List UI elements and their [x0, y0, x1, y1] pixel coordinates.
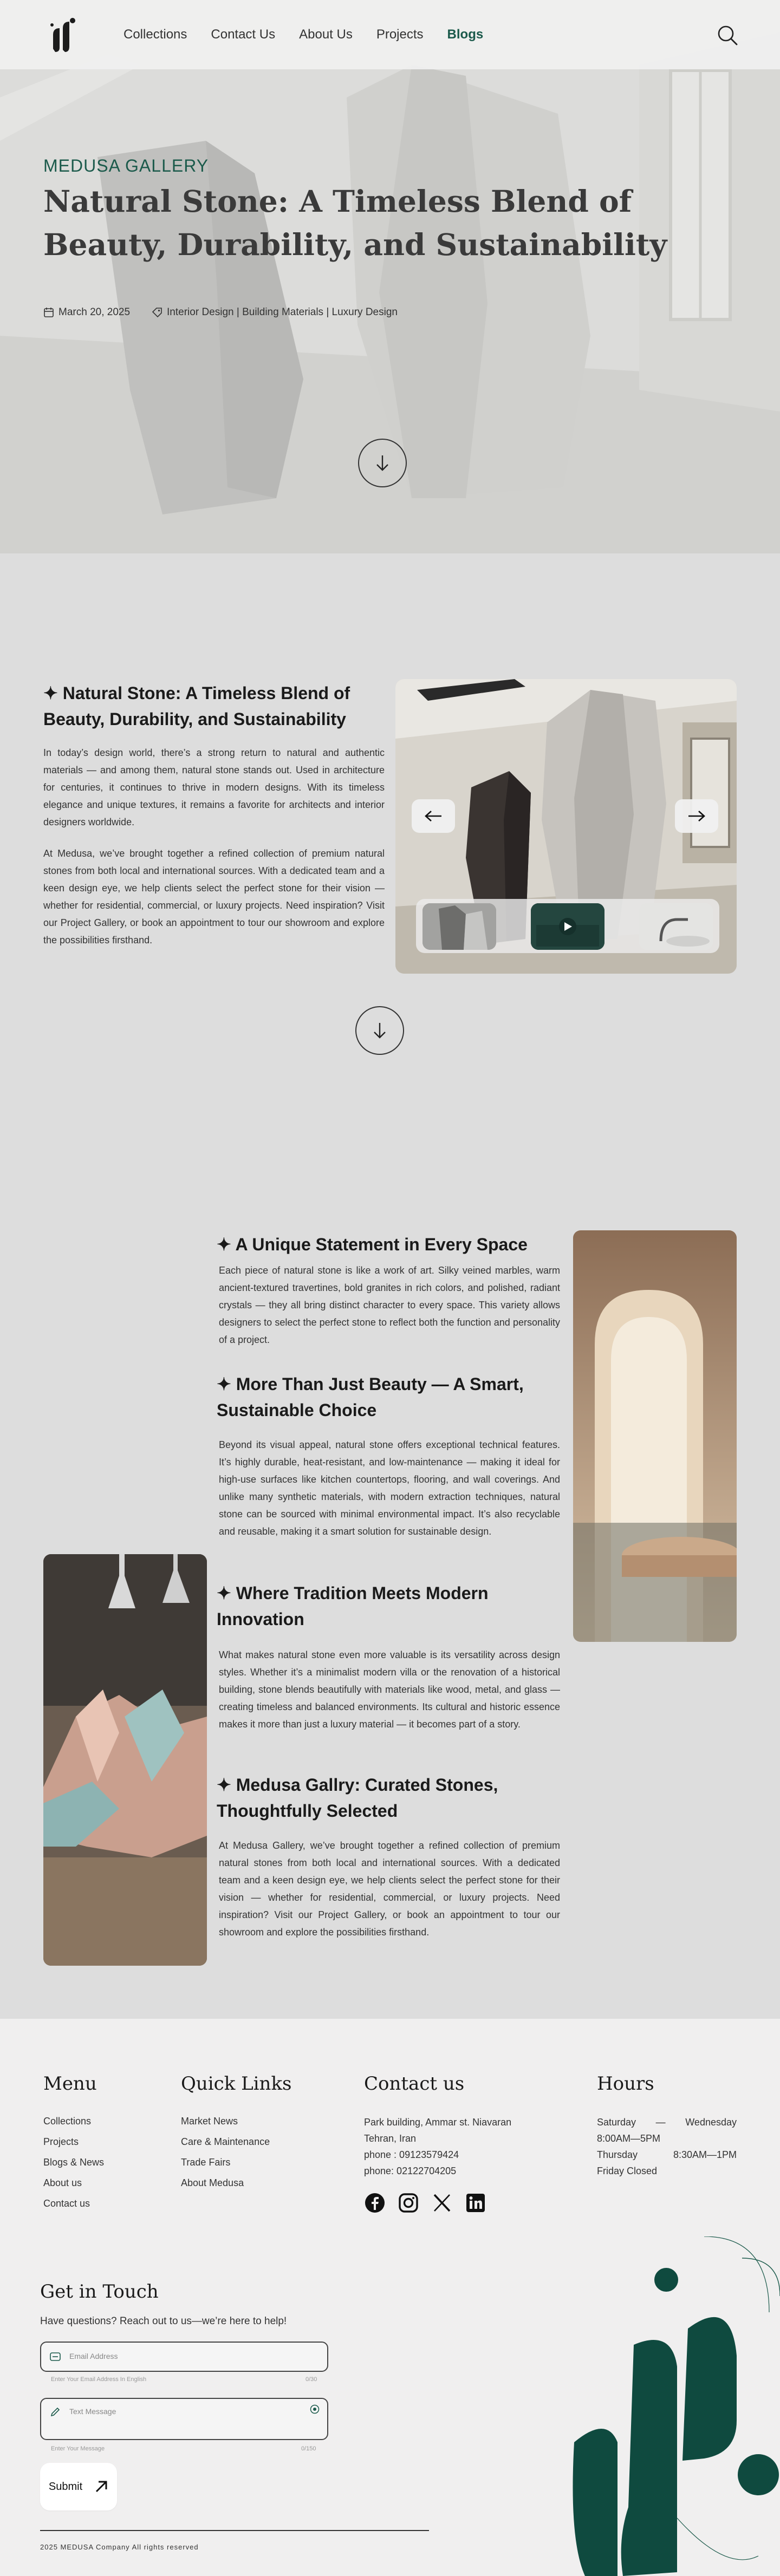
submit-label: Submit [48, 2480, 83, 2493]
gallery-next-button[interactable] [675, 799, 718, 833]
search-icon[interactable] [716, 24, 739, 47]
message-char-count: 0/150 [301, 2445, 316, 2452]
footer-link-care-maintenance[interactable]: Care & Maintenance [181, 2136, 270, 2147]
message-placeholder: Text Message [69, 2407, 116, 2416]
post-tags[interactable]: Interior Design | Building Materials | Luxury Design [167, 306, 398, 318]
arrow-up-right-icon [94, 2480, 108, 2494]
section2-paragraph-4: At Medusa Gallery, we’ve brought together a refined collection of premium natural stones from both local and international sources. With a dedicated team and a keen design eye, we help clients select the perfect stone for their vision — whether for residential, commercial, or luxury projects. Need inspiration? Visit our Project Gallery, or book an appointment to tour our showroom and explore the possibilities firsthand. [219, 1840, 560, 1938]
top-navigation [0, 0, 780, 69]
hero-title: Natural Stone: A Timeless Blend of Beauty, Durability, and Sustainability [43, 184, 667, 262]
pencil-icon [50, 2407, 61, 2417]
email-char-count: 0/30 [306, 2376, 317, 2383]
footer-link-trade-fairs[interactable]: Trade Fairs [181, 2157, 231, 2168]
footer-menu-list [43, 2111, 104, 2214]
nav-collections[interactable]: Collections [123, 27, 187, 42]
section2-paragraph-3: What makes natural stone even more valuable is its versatility across design styles. Whether it’s a minimalist modern villa or the renovation of a historical building, stone blends beautifully with materials like wood, metal, and glass — creating timeless and balanced environments. Its cultural and historic essence makes it more than just a luxury material — it becomes part of a story. [219, 1649, 560, 1730]
linkedin-icon[interactable] [465, 2192, 486, 2214]
footer-divider [40, 2530, 429, 2531]
footer-link-collections[interactable]: Collections [43, 2116, 92, 2127]
section2-heading-1: ✦ A Unique Statement in Every Space [217, 1235, 528, 1254]
footer-hours-line-2: 8:00AM—5PM [597, 2133, 661, 2144]
footer-address: Park building, Ammar st. Niavaran Tehran, Iran [364, 2117, 512, 2144]
gallery-thumbnail[interactable] [422, 903, 496, 950]
arch-interior-image [573, 1230, 737, 1642]
gallery-prev-button[interactable] [412, 799, 455, 833]
nav-contact-us[interactable]: Contact Us [211, 27, 276, 42]
section1-heading: ✦ Natural Stone: A Timeless Blend of Beauty, Durability, and Sustainability [43, 683, 350, 729]
nav-projects[interactable]: Projects [376, 27, 424, 42]
facebook-icon[interactable] [364, 2192, 386, 2214]
section1-paragraph-2: At Medusa, we’ve brought together a refined collection of premium natural stones from both local and international sources. With a dedicated team and a keen design eye, we help clients select the perfect stone for their vision — whether for residential, commercial, or luxury projects. Need inspiration? Visit our Project Gallery, or book an appointment to tour our showroom and explore the possibilities firsthand. [43, 848, 385, 946]
brand-mark-graphic [563, 2236, 780, 2576]
footer-phone-2[interactable]: phone: 02122704205 [364, 2166, 457, 2176]
social-links [364, 2192, 486, 2214]
section2-paragraph-1: Each piece of natural stone is like a work of art. Silky veined marbles, warm ancient-textured travertines, bold granites in rich colors, and polished, radiant crystals — they all bring distinct character to every space. This variety allows designers to select the perfect stone to reflect both the function and personality of a project. [219, 1265, 560, 1346]
footer-hours-line-4: Friday Closed [597, 2166, 658, 2176]
nav-about-us[interactable]: About Us [299, 27, 353, 42]
arrow-down-icon [370, 1021, 389, 1040]
footer-link-blogs-news[interactable]: Blogs & News [43, 2157, 105, 2168]
section2-heading-4: ✦ Medusa Gallry: Curated Stones, Thoughtfully Selected [217, 1775, 498, 1821]
clear-icon[interactable] [310, 2404, 320, 2414]
footer-link-contact-us[interactable]: Contact us [43, 2198, 90, 2209]
footer-contact-title: Contact us [364, 2073, 465, 2095]
footer-phone-1[interactable]: phone : 09123579424 [364, 2149, 459, 2160]
footer-hours-title: Hours [597, 2073, 654, 2095]
email-hint: Enter Your Email Address In English [51, 2376, 147, 2383]
gallery-thumbnail-active[interactable] [531, 903, 604, 950]
arrow-right-icon [687, 810, 706, 823]
nav-blogs[interactable]: Blogs [447, 27, 484, 42]
calendar-icon [43, 307, 54, 318]
footer-hours-line-3: Thursday 8:30AM—1PM [597, 2149, 737, 2160]
copyright-text: 2025 MEDUSA Company All rights reserved [40, 2543, 199, 2551]
main-menu [123, 27, 507, 42]
footer-menu-title: Menu [43, 2073, 97, 2095]
footer-quick-links-list [181, 2111, 270, 2193]
section2-heading-3: ✦ Where Tradition Meets Modern Innovation [217, 1583, 489, 1629]
tag-icon [152, 307, 162, 318]
contact-form-title: Get in Touch [40, 2281, 159, 2303]
footer-link-market-news[interactable]: Market News [181, 2116, 238, 2127]
message-hint: Enter Your Message [51, 2445, 105, 2452]
scroll-down-button-2[interactable] [355, 1006, 404, 1055]
footer-hours-line-1: Saturday — Wednesday [597, 2117, 737, 2128]
medusa-logo[interactable] [49, 16, 77, 54]
footer-link-projects[interactable]: Projects [43, 2136, 79, 2147]
arrow-down-icon [373, 453, 392, 473]
gallery-thumbnails [416, 899, 719, 953]
section2-heading-2: ✦ More Than Just Beauty — A Smart, Sustainable Choice [217, 1374, 524, 1420]
x-twitter-icon[interactable] [431, 2192, 453, 2214]
contact-form-subtitle: Have questions? Reach out to us—we’re here to help! [40, 2316, 287, 2327]
email-field[interactable] [40, 2342, 328, 2372]
submit-button[interactable] [40, 2463, 117, 2510]
gallery-thumbnail[interactable] [639, 903, 713, 950]
hero-section [0, 0, 780, 553]
section2-paragraph-2: Beyond its visual appeal, natural stone offers exceptional technical features. It’s highly durable, heat-resistant, and low-maintenance — making it ideal for high-use surfaces like kitchen countertops, flooring, and wall coverings. And unlike many synthetic materials, with modern extraction techniques, natural stone can be sourced with minimal environmental impact. It’s also recyclable and reusable, making it a smart solution for sustainable design. [219, 1439, 560, 1537]
footer-link-about-medusa[interactable]: About Medusa [181, 2177, 244, 2188]
image-gallery [395, 679, 737, 974]
mail-icon [50, 2352, 61, 2361]
crystal-stone-image [43, 1554, 207, 1966]
post-date: March 20, 2025 [58, 306, 131, 318]
post-meta [43, 306, 398, 318]
arrow-left-icon [424, 810, 443, 823]
footer-link-about-us[interactable]: About us [43, 2177, 82, 2188]
section1-paragraph-1: In today’s design world, there’s a strong return to natural and authentic materials — and among them, natural stone stands out. Used in architecture for centuries, it continues to thrive in modern designs. With its timeless elegance and unique textures, it remains a favorite for architects and interior designers worldwide. [43, 747, 385, 828]
footer-quick-links-title: Quick Links [181, 2073, 292, 2095]
email-placeholder: Email Address [69, 2352, 118, 2360]
message-field[interactable] [40, 2398, 328, 2440]
scroll-down-button[interactable] [358, 439, 407, 487]
instagram-icon[interactable] [398, 2192, 419, 2214]
hero-eyebrow: MEDUSA GALLERY [43, 156, 209, 175]
